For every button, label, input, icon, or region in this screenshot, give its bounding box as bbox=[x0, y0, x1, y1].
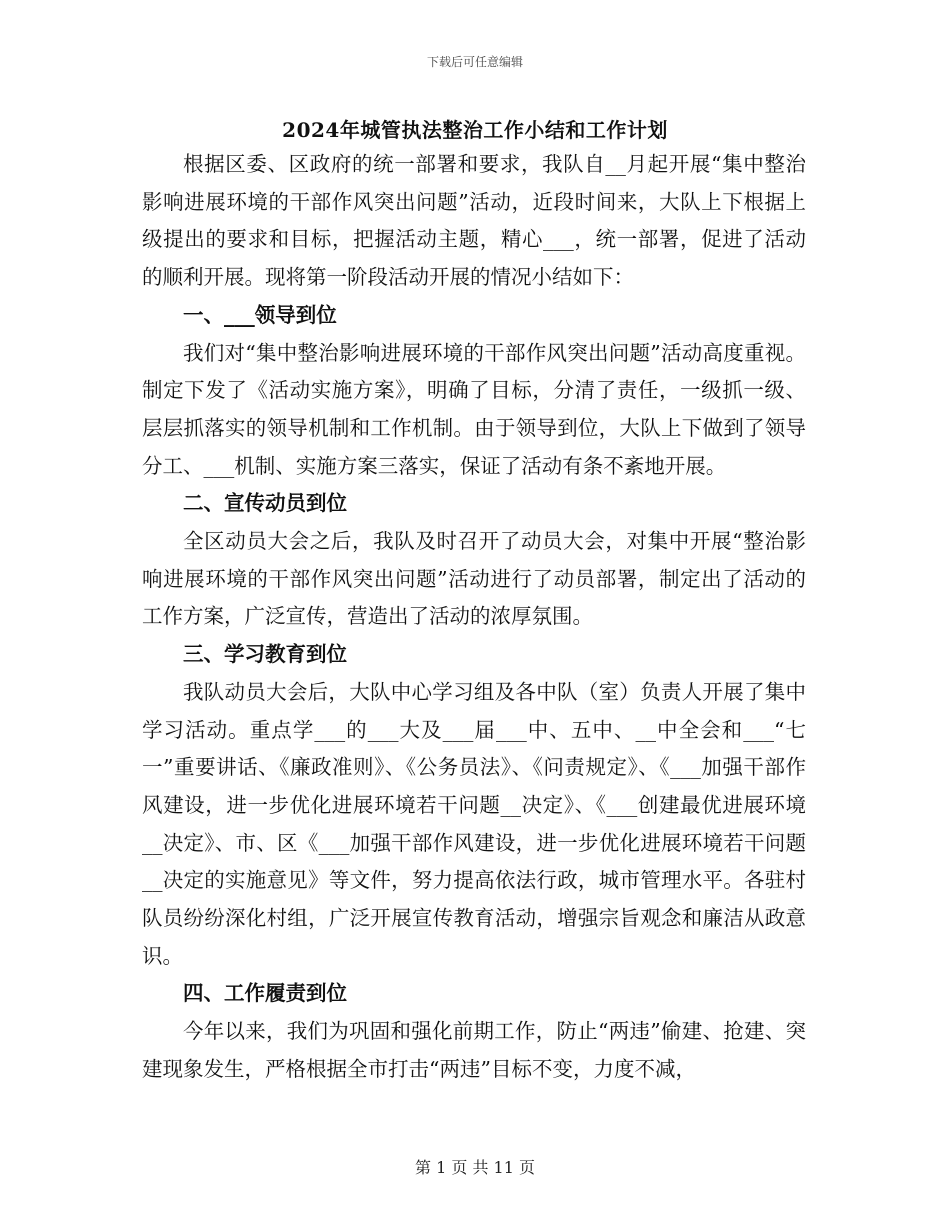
section-heading: 三、学习教育到位 bbox=[183, 642, 347, 667]
page-footer: 第 1 页 共 11 页 bbox=[415, 1158, 535, 1177]
section-paragraph: 我队动员大会后，大队中心学习组及各中队（室）负责人开展了集中学习活动。重点学___的___大及___届___中、五中、__中全会和___“七一”重要讲话、《廉政准则》、《公务员法》、《问责规定》、《___加强干部作风建设，进一步优化进展环境若干问题__决定》、《___创建最优进展环境__决定》、市、区《___加强干部作风建设，进一步优化进展环境若干问题__决定的实施意见》等文件，努力提高依法行政，城市管理水平。各驻村队员纷纷深化村组，广泛开展宣传教育活动，增强宗旨观念和廉洁从政意识。 bbox=[142, 679, 806, 968]
section-heading: 二、宣传动员到位 bbox=[183, 491, 347, 516]
document-body bbox=[142, 146, 806, 1089]
intro-paragraph: 根据区委、区政府的统一部署和要求，我队自__月起开展“集中整治影响进展环境的干部作风突出问题”活动，近段时间来，大队上下根据上级提出的要求和目标，把握活动主题，精心___，统一部署，促进了活动的顺利开展。现将第一阶段活动开展的情况小结如下： bbox=[142, 152, 806, 290]
section-paragraph: 全区动员大会之后，我队及时召开了动员大会，对集中开展“整治影响进展环境的干部作风突出问题”活动进行了动员部署，制定出了活动的工作方案，广泛宣传，营造出了活动的浓厚氛围。 bbox=[142, 529, 806, 629]
section-heading: 一、___领导到位 bbox=[183, 302, 337, 327]
section-paragraph: 今年以来，我们为巩固和强化前期工作，防止“两违”偷建、抢建、突建现象发生，严格根据全市打击“两违”目标不变，力度不减， bbox=[142, 1019, 806, 1081]
section-paragraph: 我们对“集中整治影响进展环境的干部作风突出问题”活动高度重视。制定下发了《活动实施方案》，明确了目标，分清了责任，一级抓一级、层层抓落实的领导机制和工作机制。由于领导到位，大队上下做到了领导分工、___机制、实施方案三落实，保证了活动有条不紊地开展。 bbox=[142, 340, 806, 478]
header-note: 下载后可任意编辑 bbox=[426, 55, 523, 69]
document-title: 2024年城管执法整治工作小结和工作计划 bbox=[282, 118, 668, 142]
section-heading: 四、工作履责到位 bbox=[183, 981, 347, 1006]
